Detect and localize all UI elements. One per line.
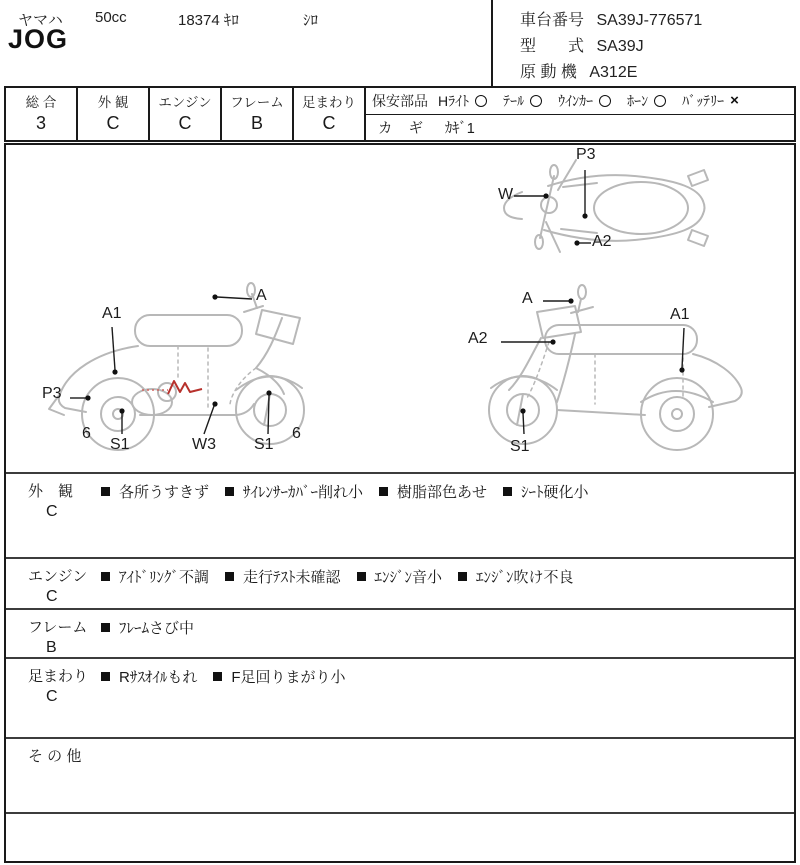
comment-item xyxy=(101,566,209,587)
comment-item xyxy=(101,617,194,638)
safety-parts-row xyxy=(366,88,794,115)
key-row xyxy=(366,115,794,141)
left-view-label-six-front: 6 xyxy=(292,425,301,442)
grade-cell-frame xyxy=(222,88,294,140)
comment-text: ｼｰﾄ硬化小 xyxy=(521,484,589,501)
cross-ng-icon: × xyxy=(730,92,739,110)
condition-report-box xyxy=(4,143,796,863)
grade-label: 総 合 xyxy=(25,95,57,111)
engine-model-row xyxy=(520,59,637,82)
comment-text: 樹脂部色あせ xyxy=(397,484,488,501)
safety-item-headlight xyxy=(438,91,487,111)
comment-bullet-icon xyxy=(213,672,222,681)
section-comments xyxy=(101,481,791,502)
circle-ok-icon xyxy=(654,95,666,107)
section-exterior xyxy=(6,472,794,557)
section-other xyxy=(6,737,794,812)
grade-label: 足まわり xyxy=(302,95,356,111)
header-divider xyxy=(491,0,493,86)
comment-bullet-icon xyxy=(357,572,366,581)
comment-bullet-icon xyxy=(225,487,234,496)
comment-item xyxy=(458,566,574,587)
section-comments xyxy=(101,666,791,687)
comment-item xyxy=(379,481,487,502)
left-view-label-six-rear: 6 xyxy=(82,425,91,442)
grade-value: 3 xyxy=(35,113,46,134)
safety-parts-label: 保安部品 xyxy=(372,92,428,109)
comment-item xyxy=(101,481,209,502)
section-comments xyxy=(101,566,791,587)
engine-model-value: A312E xyxy=(589,64,638,81)
right-view-label-a1: A1 xyxy=(670,306,690,323)
right-view-leader-lines xyxy=(501,298,685,434)
grade-value: B xyxy=(250,113,263,134)
damage-diagram xyxy=(6,145,794,472)
comment-item xyxy=(503,481,589,502)
engine-model-label: 原 動 機 xyxy=(520,64,577,81)
section-label: 足まわり xyxy=(28,668,89,685)
comment-text: Rｻｽｵｲﾙもれ xyxy=(119,669,198,686)
section-label: そ の 他 xyxy=(28,748,82,765)
chassis-number-row xyxy=(520,7,702,30)
section-label: フレーム xyxy=(28,619,88,636)
grade-label: 外 観 xyxy=(97,95,129,111)
safety-item-battery xyxy=(682,91,739,111)
comment-item xyxy=(225,566,341,587)
left-view-label-p3: P3 xyxy=(42,385,62,402)
maker-name: ヤマハ xyxy=(18,12,63,29)
body-color: ｼﾛ xyxy=(303,12,319,29)
safety-item-label: Hﾗｲﾄ xyxy=(438,92,470,109)
safety-parts-box xyxy=(366,88,794,140)
safety-item-label: ﾃｰﾙ xyxy=(503,92,525,109)
left-view-label-a1: A1 xyxy=(102,305,122,322)
comment-bullet-icon xyxy=(101,623,110,632)
grade-cell-exterior xyxy=(78,88,150,140)
chassis-number-value: SA39J-776571 xyxy=(596,12,703,29)
section-label: 外 観 xyxy=(28,483,74,500)
comment-text: ｱｲﾄﾞﾘﾝｸﾞ不調 xyxy=(119,569,210,586)
comment-item xyxy=(213,666,345,687)
model-code-value: SA39J xyxy=(596,38,644,55)
scooter-top-view-sketch xyxy=(492,146,727,271)
comment-text: 走行ﾃｽﾄ未確認 xyxy=(243,569,341,586)
key-label: カ ギ xyxy=(378,120,430,137)
safety-item-label: ﾊﾞｯﾃﾘｰ xyxy=(682,92,725,109)
comment-item xyxy=(225,481,363,502)
grade-value: C xyxy=(322,113,336,134)
section-grade: C xyxy=(46,588,58,605)
key-value: ｶｷﾞ1 xyxy=(445,120,475,137)
section-undercarriage xyxy=(6,657,794,737)
scooter-left-view-sketch xyxy=(30,282,330,477)
right-view-label-a2: A2 xyxy=(468,330,488,347)
mileage-value: 18374 ｷﾛ xyxy=(178,12,239,29)
circle-ok-icon xyxy=(599,95,611,107)
scooter-right-view-outline xyxy=(489,285,742,450)
grade-value: C xyxy=(178,113,192,134)
comment-bullet-icon xyxy=(458,572,467,581)
comment-bullet-icon xyxy=(101,487,110,496)
grade-strip xyxy=(4,86,796,142)
top-view-label-p3: P3 xyxy=(576,146,596,163)
comment-bullet-icon xyxy=(503,487,512,496)
comment-text: 各所うすきず xyxy=(119,484,210,501)
comment-bullet-icon xyxy=(101,672,110,681)
damage-marks xyxy=(142,381,202,394)
model-name: JOG xyxy=(8,24,69,54)
comment-bullet-icon xyxy=(225,572,234,581)
grade-label: エンジン xyxy=(158,95,212,111)
left-view-label-s1-rear: S1 xyxy=(110,436,130,453)
safety-item-tail xyxy=(503,91,542,111)
chassis-number-label: 車台番号 xyxy=(520,12,585,29)
model-code-label: 型 式 xyxy=(520,38,585,55)
safety-item-winker xyxy=(558,91,611,111)
comment-text: ｴﾝｼﾞﾝ吹け不良 xyxy=(476,569,574,586)
left-view-label-s1-front: S1 xyxy=(254,436,274,453)
grade-label: フレーム xyxy=(230,95,284,111)
circle-ok-icon xyxy=(475,95,487,107)
section-grade: C xyxy=(46,688,58,705)
section-grade: B xyxy=(46,639,57,656)
safety-item-label: ｳｲﾝｶｰ xyxy=(558,92,594,109)
comment-bullet-icon xyxy=(379,487,388,496)
right-view-label-s1: S1 xyxy=(510,438,530,455)
comment-text: ｻｲﾚﾝｻｰｶﾊﾞｰ削れ小 xyxy=(243,484,364,501)
section-grade: C xyxy=(46,503,58,520)
top-view-label-a2: A2 xyxy=(592,233,612,250)
comment-item xyxy=(357,566,443,587)
comment-bullet-icon xyxy=(101,572,110,581)
left-view-label-w3: W3 xyxy=(192,436,216,453)
right-view-label-a: A xyxy=(522,290,533,307)
engine-displacement: 50cc xyxy=(95,9,127,26)
section-frame xyxy=(6,608,794,657)
section-engine xyxy=(6,557,794,608)
top-view-label-w: W xyxy=(498,186,514,203)
comment-text: ﾌﾚｰﾑさび中 xyxy=(119,620,195,637)
scooter-right-view-sketch xyxy=(445,282,745,477)
section-comments xyxy=(101,617,791,638)
safety-item-horn xyxy=(627,91,666,111)
comment-text: ｴﾝｼﾞﾝ音小 xyxy=(374,569,443,586)
grade-cell-undercarriage xyxy=(294,88,366,140)
safety-item-label: ﾎｰﾝ xyxy=(627,92,649,109)
circle-ok-icon xyxy=(530,95,542,107)
grade-cell-overall xyxy=(6,88,78,140)
left-view-label-a: A xyxy=(256,287,267,304)
section-label: エンジン xyxy=(28,568,88,585)
grade-cell-engine xyxy=(150,88,222,140)
comment-item xyxy=(101,666,197,687)
grade-value: C xyxy=(106,113,120,134)
section-empty-footer xyxy=(6,812,794,861)
model-code-row xyxy=(520,33,644,56)
comment-text: F足回りまがり小 xyxy=(231,669,346,686)
